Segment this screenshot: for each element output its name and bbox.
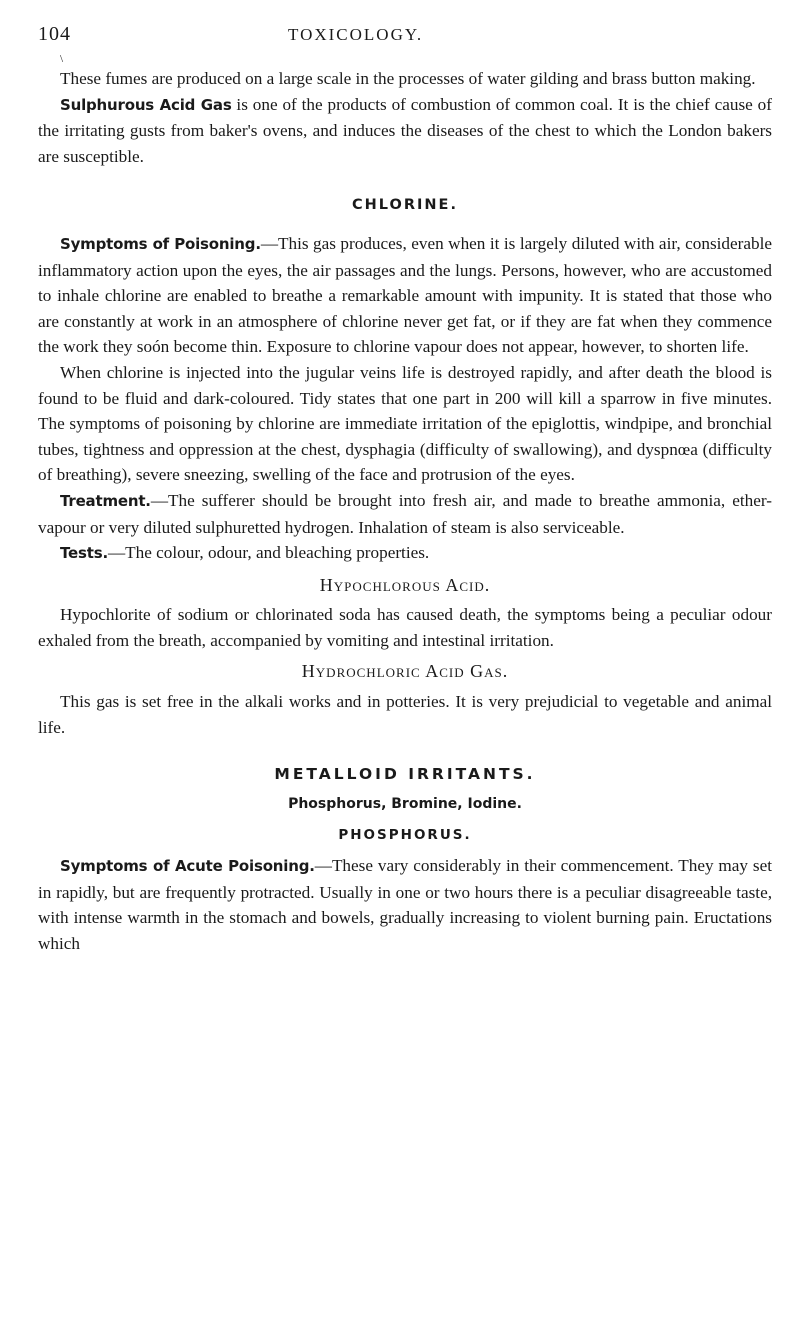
running-title: TOXICOLOGY. [288, 25, 424, 44]
heading-chlorine: CHLORINE. [352, 197, 458, 214]
subheading-metalloids: Phosphorus, Bromine, Iodine. [288, 795, 522, 812]
heading-phosphorus: PHOSPHORUS. [338, 827, 472, 844]
paragraph-sulphurous-acid [38, 92, 772, 170]
paragraph-chlorine-treatment [38, 488, 772, 540]
heading-hydrochloric-acid-gas: Hydrochloric Acid Gas. [301, 661, 509, 682]
heading-hypochlorous-acid: Hypochlorous Acid. [319, 574, 491, 595]
heading-metalloid-irritants: METALLOID IRRITANTS. [274, 765, 536, 784]
stray-mark: \ [60, 53, 64, 65]
treatment-lead: Treatment. [60, 491, 151, 510]
chlorine-symptoms-text: —This gas produces, even when it is largely diluted with air, considerable inflammatory action upon the eyes, the air passages and the lungs. Persons, however, who are accustomed to inhale chlorine are enabled to breathe a remarkable amount with impunity. It is stated that those who are constantly at work in an atmosphere of chlorine never get fat, or if they are fat when they commence the work they soón become thin. Exposure to chlorine vapour does not appear, however, to shorten life. [38, 233, 772, 357]
tests-text: —The colour, odour, and bleaching properties. [107, 543, 430, 563]
paragraph-phosphorus-symptoms [38, 853, 772, 956]
tests-lead: Tests. [60, 544, 108, 563]
treatment-text: —The sufferer should be brought into fresh air, and made to breathe ammonia, ether-vapour or very diluted sulphuretted hydrogen. Inhalation of steam is also serviceable. [38, 490, 772, 537]
paragraph-chlorine-injected: When chlorine is injected into the jugular veins life is destroyed rapidly, and after death the blood is found to be fluid and dark-coloured. Tidy states that one part in 200 will kill a sparrow in five minutes. The symptoms of poisoning by chlorine are immediate irritation of the epiglottis, windpipe, and bronchial tubes, tightness and oppression at the chest, dysphagia (difficulty of swallowing), and dyspnœa (difficulty of breathing), severe sneezing, swelling of the face and protrusion of the eyes. [38, 362, 772, 485]
chlorine-symptoms-lead: Symptoms of Poisoning. [60, 234, 261, 253]
paragraph-chlorine-symptoms [38, 231, 772, 360]
running-head [38, 22, 772, 52]
paragraph-hypochlorous: Hypochlorite of sodium or chlorinated soda has caused death, the symptoms being a peculiar odour exhaled from the breath, accompanied by vomiting and intestinal irritation. [38, 605, 772, 650]
paragraph-fumes: These fumes are produced on a large scale in the processes of water gilding and brass button making. [60, 69, 756, 88]
phosphorus-symptoms-text: —These vary considerably in their commencement. They may set in rapidly, but are frequently protracted. Usually in one or two hours there is a peculiar disagreeable taste, with intense warmth in the stomach and bowels, gradually increasing to violent burning pain. Eructations which [38, 856, 772, 953]
page-number: 104 [38, 23, 71, 45]
sulphurous-lead: Sulphurous Acid Gas [60, 95, 232, 114]
paragraph-chlorine-tests [38, 540, 772, 567]
phosphorus-symptoms-lead: Symptoms of Acute Poisoning. [60, 857, 315, 876]
sulphurous-text: is one of the products of combustion of common coal. It is the chief cause of the irritating gusts from baker's ovens, and induces the diseases of the chest to which the London bakers are susceptible. [38, 94, 772, 166]
paragraph-hydrochloric: This gas is set free in the alkali works and in potteries. It is very prejudicial to vegetable and animal life. [38, 692, 772, 737]
